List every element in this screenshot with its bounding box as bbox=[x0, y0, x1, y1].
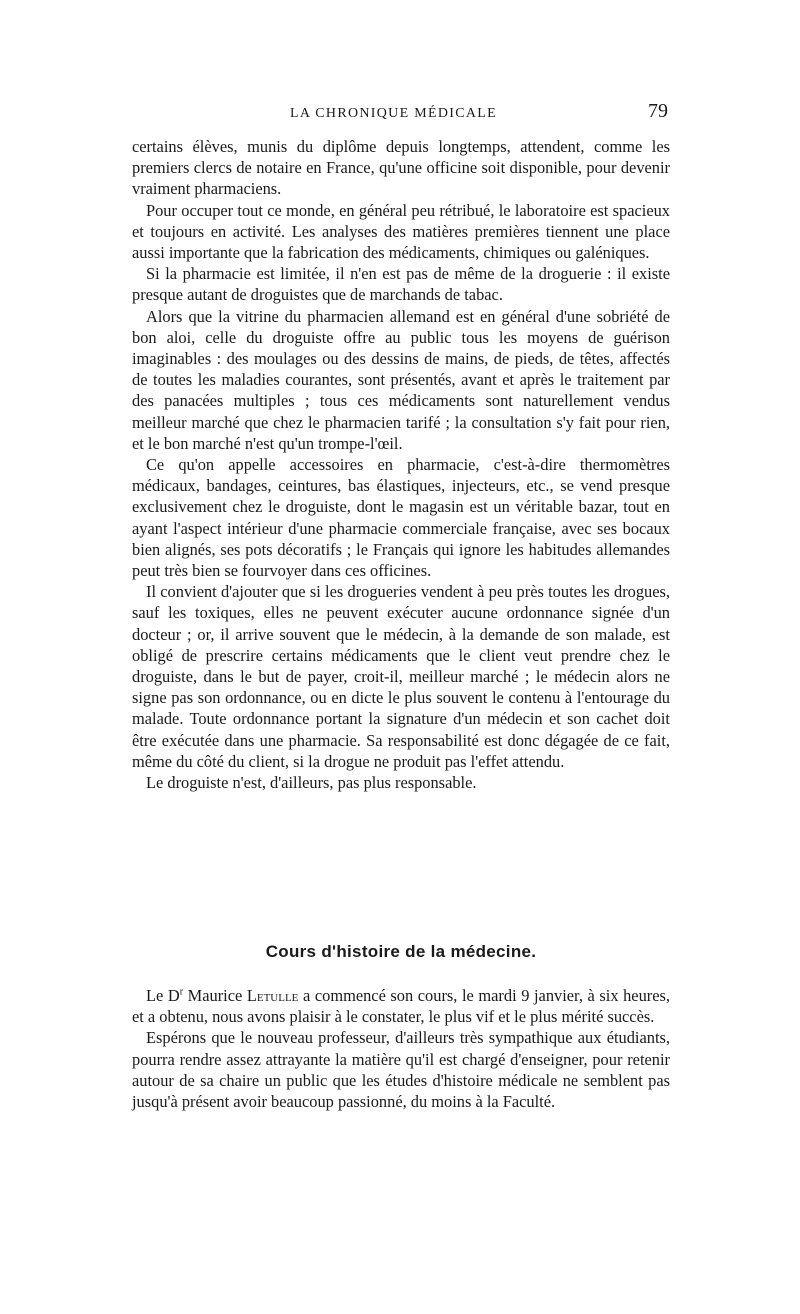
superscript: r bbox=[179, 986, 184, 998]
paragraph: Alors que la vitrine du pharmacien allemand est en général d'une sobriété de bon aloi, celle du droguiste offre au public tous les moyens de guérison imaginables : des moulages ou des dessins de mains, de pieds, de têtes, affectés de toutes les maladies courantes, sont présentés, avant et après le traitement par des panacées multiples ; tous ces médicaments sont naturellement vendus meilleur marché que chez le pharmacien tarifé ; la consultation s'y fait pour rien, et le bon marché n'est qu'un trompe-l'œil. bbox=[132, 306, 670, 453]
text-run: Le D bbox=[146, 986, 180, 1005]
journal-title: LA CHRONIQUE MÉDICALE bbox=[290, 106, 497, 121]
paragraph bbox=[132, 985, 670, 1027]
paragraph: Ce qu'on appelle accessoires en pharmacie, c'est-à-dire thermomètres médicaux, bandages, ceintures, bas élastiques, injecteurs, etc., se vend presque exclusivement chez le droguiste, dont le magasin est un véritable bazar, tout en ayant l'aspect intérieur d'une pharmacie commerciale française, avec ses bocaux bien alignés, ses pots décoratifs ; le Français qui ignore les habitudes allemandes peut très bien se fourvoyer dans ces officines. bbox=[132, 455, 670, 581]
paragraph: Le droguiste n'est, d'ailleurs, pas plus responsable. bbox=[146, 773, 477, 793]
surname: Letulle bbox=[246, 986, 299, 1005]
text-run: a commencé son cours, le mardi 9 janvier, à six heures, et a obtenu, nous avons plaisir à le constater, le plus vif et le plus mérité succès. bbox=[132, 986, 670, 1027]
article-body bbox=[132, 136, 670, 793]
section-body bbox=[132, 985, 670, 1112]
text-run: Maurice bbox=[183, 986, 247, 1005]
section-heading: Cours d'histoire de la médecine. bbox=[265, 942, 537, 961]
paragraph: Si la pharmacie est limitée, il n'en est pas de même de la droguerie : il existe presque autant de droguistes que de marchands de tabac. bbox=[132, 264, 670, 305]
running-head bbox=[132, 100, 670, 130]
paragraph: Il convient d'ajouter que si les drogueries vendent à peu près toutes les drogues, sauf les toxiques, elles ne peuvent exécuter aucune ordonnance signée d'un docteur ; or, il arrive souvent que le médecin, à la demande de son malade, est obligé de prescrire certains médicaments que le client veut prendre chez le droguiste, dans le but de payer, croit-il, meilleur marché ; le médecin alors ne signe pas son ordonnance, ou en dicte le plus souvent le contenu à l'entourage du malade. Toute ordonnance portant la signature d'un médecin et son cachet doit être exécutée dans une pharmacie. Sa responsabilité est donc dégagée de ce fait, même du côté du client, si la drogue ne produit pas l'effet attendu. bbox=[132, 582, 670, 771]
paragraph: certains élèves, munis du diplôme depuis longtemps, attendent, comme les premiers clercs de notaire en France, qu'une officine soit disponible, pour devenir vraiment pharmaciens. bbox=[132, 137, 670, 199]
page-number: 79 bbox=[648, 100, 668, 122]
paragraph: Pour occuper tout ce monde, en général peu rétribué, le laboratoire est spacieux et toujours en activité. Les analyses des matières premières tiennent une place aussi importante que la fabrication des médicaments, chimiques ou galéniques. bbox=[132, 200, 670, 263]
paragraph: Espérons que le nouveau professeur, d'ailleurs très sympathique aux étudiants, pourra rendre assez attrayante la matière qu'il est chargé d'enseigner, pour retenir autour de sa chaire un public que les études d'histoire médicale ne semblent pas jusqu'à présent avoir beaucoup passionné, du moins à la Faculté. bbox=[132, 1028, 670, 1112]
